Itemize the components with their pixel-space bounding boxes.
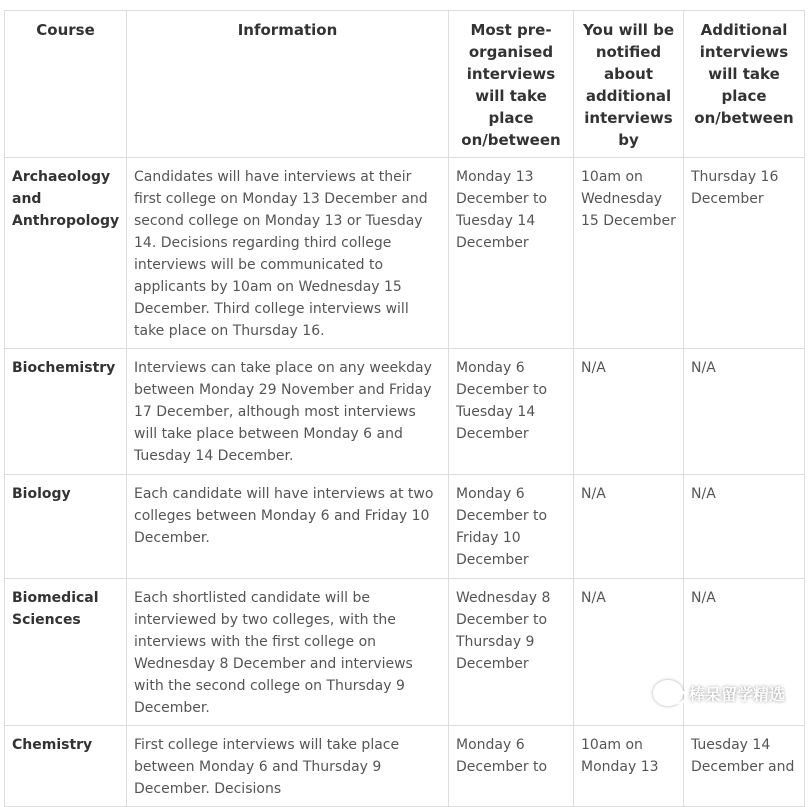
header-information: Information: [127, 11, 449, 158]
additional-cell: N/A: [684, 475, 805, 579]
notified-by-cell: N/A: [574, 579, 684, 726]
header-additional: Additional interviews will take place on/between: [684, 11, 805, 158]
course-cell: Chemistry: [5, 726, 127, 807]
course-cell: Biomedical Sciences: [5, 579, 127, 726]
table-row: [5, 475, 805, 579]
information-cell: Each shortlisted candidate will be interviewed by two colleges, with the interviews with the first college on Wednesday 8 December and interviews with the second college on Thursday 9 December.: [127, 579, 449, 726]
watermark-text: 棒呆留学精选: [688, 684, 785, 704]
information-cell: Interviews can take place on any weekday between Monday 29 November and Friday 17 December, although most interviews will take place between Monday 6 and Tuesday 14 December.: [127, 349, 449, 475]
table-row: [5, 158, 805, 349]
header-course: Course: [5, 11, 127, 158]
table-row: [5, 349, 805, 475]
additional-cell: Tuesday 14 December and: [684, 726, 805, 807]
course-cell: Biology: [5, 475, 127, 579]
header-pre-organised: Most pre-organised interviews will take place on/between: [449, 11, 574, 158]
pre-organised-cell: Wednesday 8 December to Thursday 9 December: [449, 579, 574, 726]
information-cell: Candidates will have interviews at their first college on Monday 13 December and second college on Monday 13 or Tuesday 14. Decisions regarding third college interviews will be communicated to applicants by 10am on Wednesday 15 December. Third college interviews will take place on Thursday 16.: [127, 158, 449, 349]
notified-by-cell: 10am on Monday 13: [574, 726, 684, 807]
watermark: [653, 680, 785, 706]
notified-by-cell: N/A: [574, 475, 684, 579]
pre-organised-cell: Monday 6 December to Friday 10 December: [449, 475, 574, 579]
additional-cell: Thursday 16 December: [684, 158, 805, 349]
table-header: [5, 11, 805, 158]
information-cell: First college interviews will take place between Monday 6 and Thursday 9 December. Decisions: [127, 726, 449, 807]
table-row: [5, 726, 805, 807]
pre-organised-cell: Monday 13 December to Tuesday 14 December: [449, 158, 574, 349]
pre-organised-cell: Monday 6 December to Tuesday 14 December: [449, 349, 574, 475]
notified-by-cell: N/A: [574, 349, 684, 475]
course-cell: Biochemistry: [5, 349, 127, 475]
additional-cell: N/A: [684, 579, 805, 726]
course-cell: Archaeology and Anthropology: [5, 158, 127, 349]
additional-cell: N/A: [684, 349, 805, 475]
header-notified-by: You will be notified about additional interviews by: [574, 11, 684, 158]
notified-by-cell: 10am on Wednesday 15 December: [574, 158, 684, 349]
wechat-icon: [653, 680, 683, 706]
header-row: [5, 11, 805, 158]
pre-organised-cell: Monday 6 December to: [449, 726, 574, 807]
table-body: [5, 158, 805, 807]
information-cell: Each candidate will have interviews at two colleges between Monday 6 and Friday 10 December.: [127, 475, 449, 579]
